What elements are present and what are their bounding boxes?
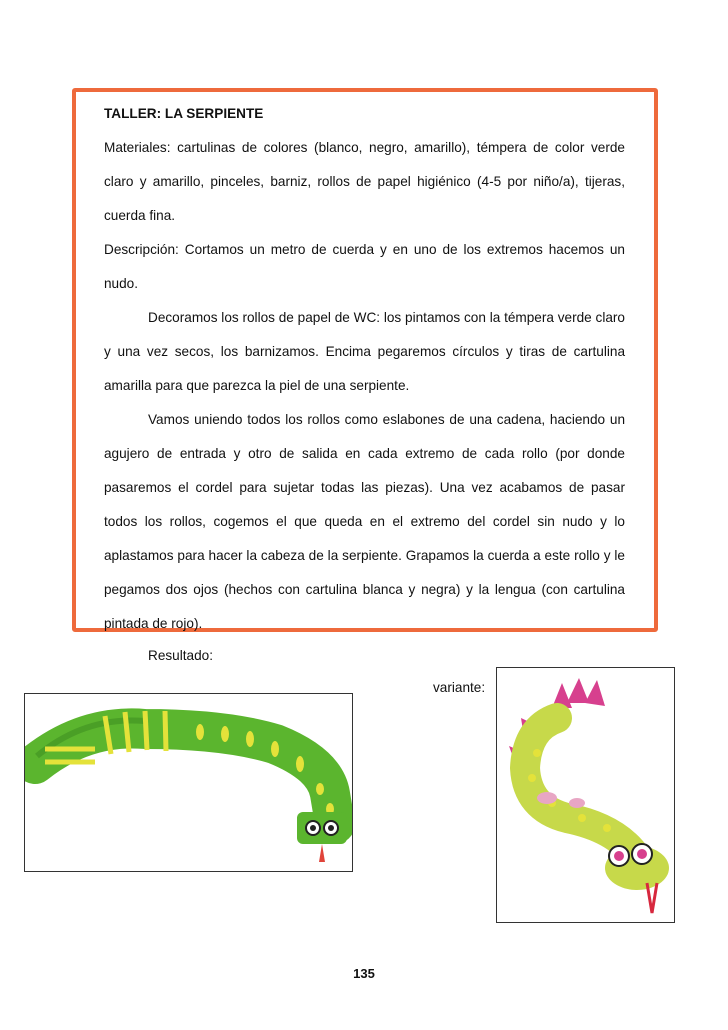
assembly-paragraph: Vamos uniendo todos los rollos como eslabones de una cadena, haciendo un agujero de entrada y otro de salida en cada extremo de cada rollo (por donde pasaremos el cordel para sujetar todas las piezas). Una vez acabamos de pasar todos los rollos, cogemos el que queda en el extremo del cordel sin nudo y lo aplastamos para hacer la cabeza de la serpiente. Grapamos la cuerda a este rollo y le pegamos dos ojos (hechos con cartulina blanca y negra) y la lengua (con cartulina pintada de rojo).: [104, 412, 625, 631]
decoration-paragraph: Decoramos los rollos de papel de WC: los pintamos con la témpera verde claro y una vez secos, los barnizamos. Encima pegaremos círculos y tiras de cartulina amarilla para que parezca la piel de una serpiente.: [104, 310, 625, 393]
materials-paragraph: Materiales: cartulinas de colores (blanco, negro, amarillo), témpera de color verde claro y amarillo, pinceles, barniz, rollos de papel higiénico (4-5 por niño/a), tijeras, cuerda fina.: [104, 140, 625, 223]
variant-label: variante:: [433, 680, 486, 695]
page-number: 135: [353, 966, 375, 981]
result-label: Resultado:: [148, 648, 213, 663]
description-paragraph: Descripción: Cortamos un metro de cuerda y en uno de los extremos hacemos un nudo.: [104, 242, 625, 291]
green-snake-illustration: [25, 694, 352, 871]
pink-spiked-snake-illustration: [497, 668, 674, 922]
activity-title: TALLER: LA SERPIENTE: [104, 106, 264, 121]
snake-result-photo: [24, 693, 353, 872]
snake-variant-photo: [496, 667, 675, 923]
activity-body: [104, 131, 625, 641]
